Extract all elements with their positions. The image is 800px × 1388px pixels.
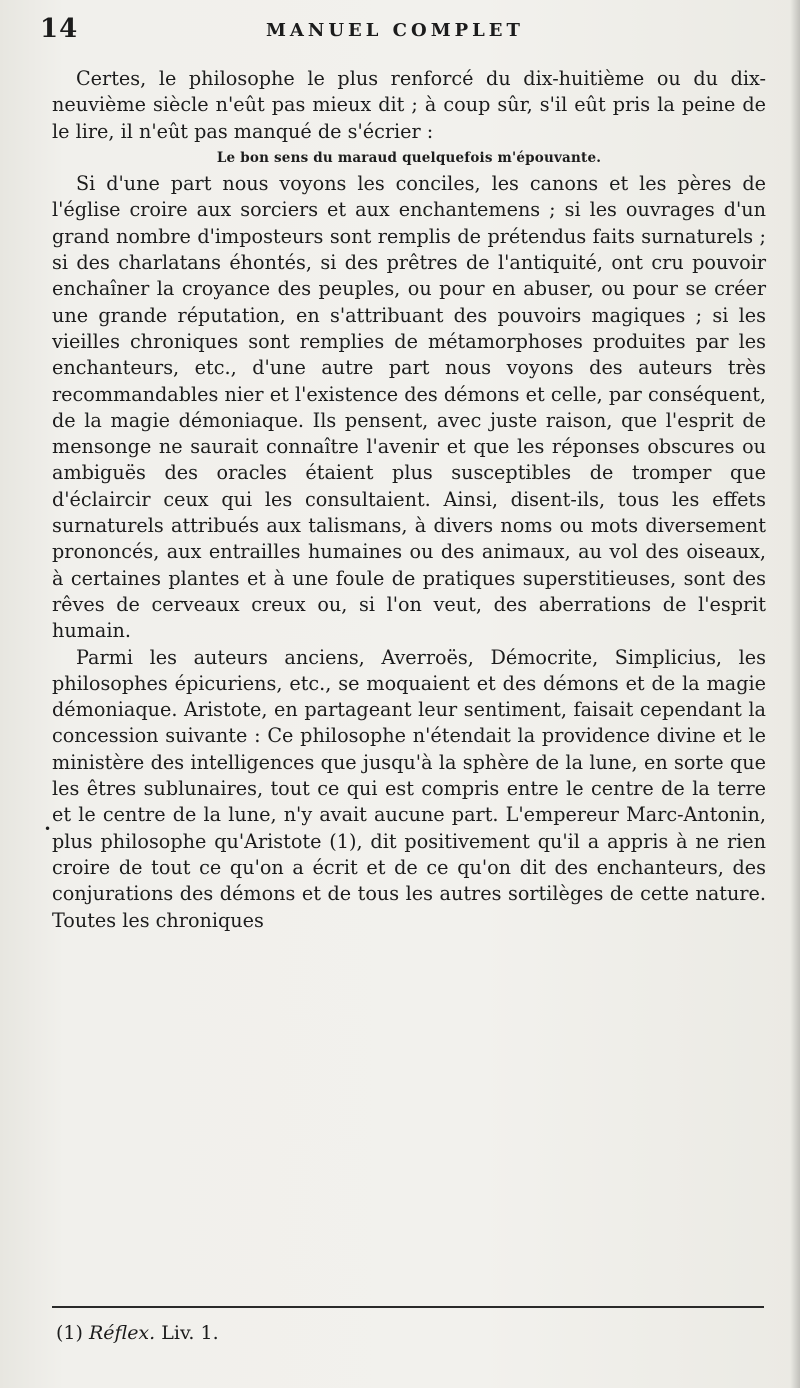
body-text (52, 66, 766, 934)
paragraph: Si d'une part nous voyons les conciles, les canons et les pères de l'église croire aux sorciers et aux enchantemens ; si les ouvrages d'un grand nombre d'imposteurs sont remplis de prétendus faits surnaturels ; si des charlatans éhontés, si des prêtres de l'antiquité, ont cru pouvoir enchaîner la croyance des peuples, ou pour en abuser, ou pour se créer une grande réputation, en s'attribuant des pouvoirs magiques ; si les vieilles chroniques sont remplies de métamorphoses produites par les enchanteurs, etc., d'une autre part nous voyons des auteurs très recommandables nier et l'existence des démons et celle, par conséquent, de la magie démoniaque. Ils pensent, avec juste raison, que l'esprit de mensonge ne saurait connaître l'avenir et que les réponses obscures ou ambiguës des oracles étaient plus susceptibles de tromper que d'éclaircir ceux qui les consultaient. Ainsi, disent-ils, tous les effets surnaturels attribués aux talismans, à divers noms ou mots diversement prononcés, aux entrailles humaines ou des animaux, au vol des oiseaux, à certaines plantes et à une foule de pratiques superstitieuses, sont des rêves de cerveaux creux ou, si l'on veut, des aberrations de l'esprit humain. (52, 172, 766, 643)
footnote-rule (52, 1306, 764, 1308)
footnote-title: Réflex. (88, 1322, 156, 1344)
paragraph: Parmi les auteurs anciens, Averroës, Démocrite, Simplicius, les philosophes épicuriens, etc., se moquaient et des démons et de la magie démoniaque. Aristote, en partageant leur sentiment, faisait cependant la concession suivante : Ce philosophe n'étendait la providence divine et le ministère des intelligences que jusqu'à la sphère de la lune, en sorte que les êtres sublunaires, tout ce qui est compris entre le centre de la terre et le centre de la lune, n'y avait aucune part. L'empereur Marc-Antonin, plus philosophe qu'Aristote (1), dit positivement qu'il a appris à ne rien croire de tout ce qu'on a écrit et de ce qu'on dit des enchanteurs, des conjurations des démons et de tous les autres sortilèges de cette nature. Toutes les chroniques (52, 645, 766, 932)
page-number: 14 (40, 14, 79, 44)
page-edge-shadow (790, 0, 800, 1388)
quote-line: Le bon sens du maraud quelquefois m'épouvante. (216, 149, 602, 166)
margin-mark: • (44, 822, 52, 836)
running-head: MANUEL COMPLET (266, 20, 524, 41)
footnote-marker: (1) (56, 1322, 83, 1344)
page-header (40, 14, 740, 48)
paragraph: Certes, le philosophe le plus renforcé du dix-huitième ou du dix-neuvième siècle n'eût pas mieux dit ; à coup sûr, s'il eût pris la peine de le lire, il n'eût pas manqué de s'écrier : (52, 67, 766, 143)
footnote (56, 1322, 219, 1344)
footnote-ref: Liv. 1. (161, 1322, 219, 1344)
